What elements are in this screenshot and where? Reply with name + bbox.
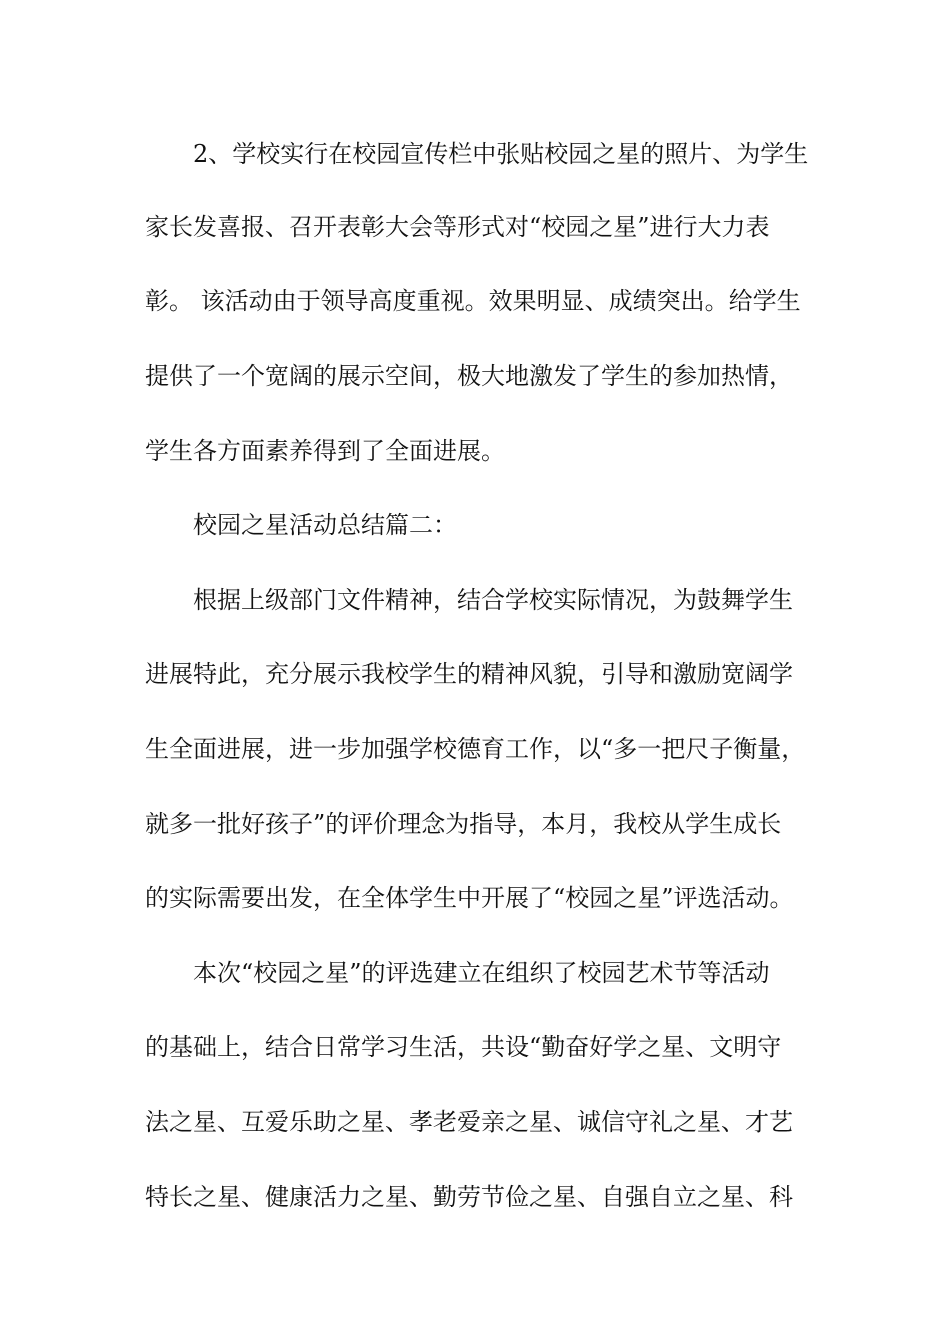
paragraph-line: 的实际需要出发，在全体学生中开展了“校园之星”评选活动。 bbox=[145, 884, 794, 912]
paragraph-line: 学生各方面素养得到了全面进展。 bbox=[145, 437, 505, 465]
paragraph-line: 法之星、互爱乐助之星、孝老爱亲之星、诚信守礼之星、才艺 bbox=[145, 1108, 793, 1136]
section-heading: 校园之星活动总结篇二： bbox=[193, 511, 457, 539]
paragraph-line: 的基础上，结合日常学习生活，共设“勤奋好学之星、文明守 bbox=[145, 1033, 782, 1061]
paragraph-line: 就多一批好孩子”的评价理念为指导，本月，我校从学生成长 bbox=[145, 810, 782, 838]
paragraph-line: 进展特此，充分展示我校学生的精神风貌，引导和激励宽阔学 bbox=[145, 660, 793, 688]
paragraph-line: 本次“校园之星”的评选建立在组织了校园艺术节等活动 bbox=[193, 959, 770, 987]
paragraph-line: 提供了一个宽阔的展示空间，极大地激发了学生的参加热情， bbox=[145, 362, 793, 390]
paragraph-line: 家长发喜报、召开表彰大会等形式对“校园之星”进行大力表 bbox=[145, 213, 770, 241]
paragraph-line: 2、学校实行在校园宣传栏中张贴校园之星的照片、为学生 bbox=[193, 140, 809, 168]
paragraph-line: 彰。 该活动由于领导高度重视。效果明显、成绩突出。给学生 bbox=[145, 287, 801, 315]
paragraph-line: 特长之星、健康活力之星、勤劳节俭之星、自强自立之星、科 bbox=[145, 1183, 793, 1211]
paragraph-line: 根据上级部门文件精神，结合学校实际情况，为鼓舞学生 bbox=[193, 586, 793, 614]
paragraph-line: 生全面进展，进一步加强学校德育工作，以“多一把尺子衡量， bbox=[145, 735, 806, 763]
